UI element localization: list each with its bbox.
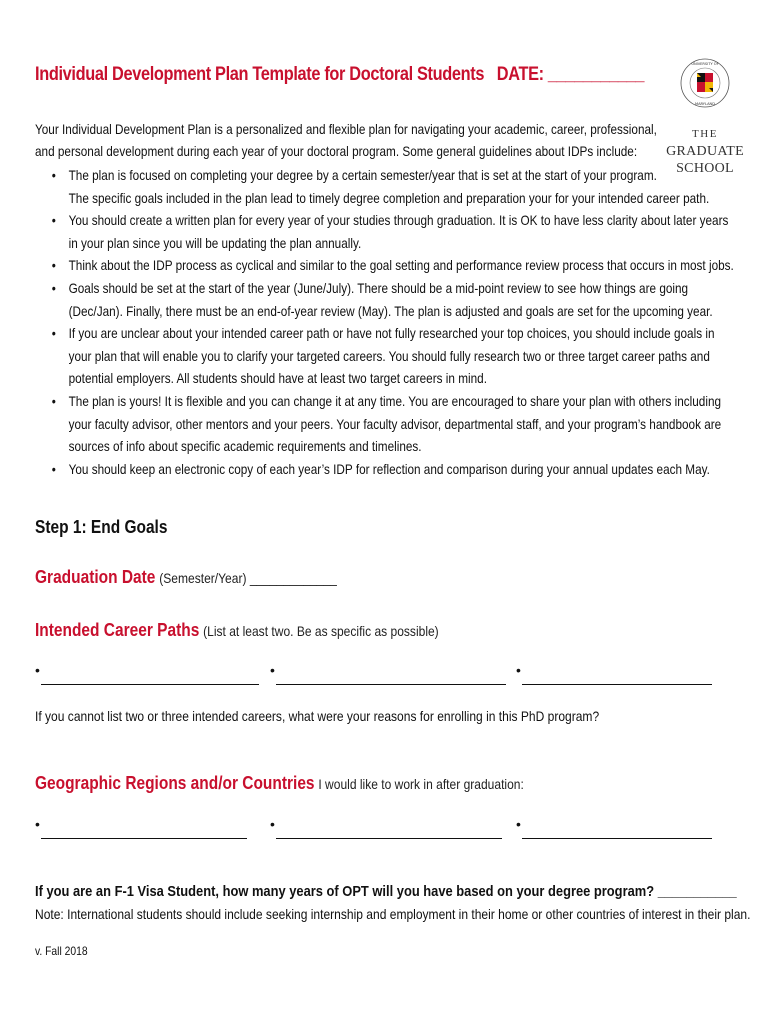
guideline-text-line: You should keep an electronic copy of each year’s IDP for reflection and comparison during your annual updates each May.	[68, 460, 710, 477]
bullet-glyph: •	[51, 257, 56, 274]
guideline-item	[35, 209, 741, 254]
svg-text:UNIVERSITY OF: UNIVERSITY OF	[691, 62, 719, 66]
guideline-item	[35, 390, 741, 458]
guideline-text-line: You should create a written plan for every year of your studies through graduation. It is OK to have less clarity about later years	[68, 212, 729, 229]
regions-note: I would like to work in after graduation:	[318, 776, 524, 792]
guideline-text-line: potential employers. All students should have at least two target careers in mind.	[68, 370, 487, 387]
guideline-text-line: If you are unclear about your intended career path or have not fully researched your top choices, you should include goals in	[68, 325, 715, 342]
date-label: DATE: ___________	[496, 64, 645, 85]
guideline-item	[35, 254, 741, 277]
bullet-glyph: •	[35, 662, 40, 678]
bullet-glyph: •	[51, 325, 56, 342]
university-seal-icon	[680, 58, 730, 108]
bullet-glyph: •	[270, 816, 275, 832]
bullet-glyph: •	[516, 662, 521, 678]
guideline-text-line: in your plan since you will be updating the plan annually.	[68, 234, 362, 251]
career-paths-blanks	[35, 662, 725, 686]
bullet-glyph: •	[51, 460, 56, 477]
guideline-text-line: The plan is yours! It is flexible and you can change it at any time. You are encouraged to share your plan with others including	[68, 392, 722, 409]
intro-paragraph	[35, 118, 657, 162]
bullet-glyph: •	[51, 279, 56, 296]
visa-question[interactable]: If you are an F-1 Visa Student, how many years of OPT will you have based on your degree program? ___________	[35, 883, 737, 900]
logo-line-2: GRADUATE	[666, 144, 744, 159]
logo-line-1: THE	[692, 128, 718, 140]
bullet-glyph: •	[51, 392, 56, 409]
bullet-glyph: •	[35, 816, 40, 832]
guideline-text-line: The plan is focused on completing your degree by a certain semester/year that is set at the start of your program.	[68, 167, 657, 183]
guideline-text-line: your plan that will enable you to clarify your targeted careers. You should fully research two or three target career paths and	[68, 347, 710, 364]
career-path-field-3[interactable]	[522, 666, 712, 685]
region-field-2[interactable]	[276, 820, 502, 839]
guideline-text-line: Goals should be set at the start of the year (June/July). There should be a mid-point review to see how things are going	[68, 279, 689, 296]
version-label: v. Fall 2018	[35, 944, 88, 958]
regions-row	[35, 773, 524, 794]
region-field-1[interactable]	[41, 820, 247, 839]
intro-line-1: Your Individual Development Plan is a personalized and flexible plan for navigating your academic, career, professional,	[35, 121, 657, 137]
regions-label: Geographic Regions and/or Countries	[35, 773, 315, 793]
graduation-date-note[interactable]: (Semester/Year) _____________	[159, 570, 337, 586]
guideline-text-line: (Dec/Jan). Finally, there must be an end-of-year review (May). The plan is adjusted and goals are set for the upcoming year.	[68, 302, 713, 319]
career-paths-note: (List at least two. Be as specific as possible)	[203, 623, 439, 639]
bullet-glyph: •	[516, 816, 521, 832]
visa-note: Note: International students should include seeking internship and employment in their home or other countries of interest in their plan.	[35, 906, 751, 922]
guideline-item	[35, 458, 741, 481]
career-path-field-2[interactable]	[276, 666, 506, 685]
career-paths-row	[35, 620, 439, 641]
guideline-item	[35, 277, 741, 322]
guideline-text-line: Think about the IDP process as cyclical and similar to the goal setting and performance review process that occurs in most jobs.	[68, 257, 734, 274]
guidelines-list	[35, 164, 741, 480]
title-text: Individual Development Plan Template for Doctoral Students	[35, 64, 485, 85]
career-paths-label: Intended Career Paths	[35, 620, 200, 640]
guideline-text-line: sources of info about specific academic requirements and timelines.	[68, 438, 422, 455]
intro-line-2: and personal development during each year of your doctoral program. Some general guidelines about IDPs include:	[35, 143, 638, 159]
guideline-text-line: your faculty advisor, other mentors and your peers. Your faculty advisor, departmental staff, and your program’s handbook are	[68, 415, 722, 432]
regions-blanks	[35, 816, 725, 840]
guideline-item	[35, 322, 741, 390]
page-title	[35, 64, 645, 86]
logo-line-3: SCHOOL	[676, 161, 734, 176]
region-field-3[interactable]	[522, 820, 712, 839]
guideline-text-line: The specific goals included in the plan lead to timely degree completion and preparation your for your intended career path.	[68, 189, 710, 206]
step-1-heading: Step 1: End Goals	[35, 517, 168, 537]
reasons-question: If you cannot list two or three intended careers, what were your reasons for enrolling in this PhD program?	[35, 708, 600, 724]
bullet-glyph: •	[51, 212, 56, 229]
career-path-field-1[interactable]	[41, 666, 259, 685]
bullet-glyph: •	[51, 167, 56, 183]
graduation-date-row	[35, 567, 337, 588]
graduation-date-label: Graduation Date	[35, 567, 156, 587]
svg-text:MARYLAND: MARYLAND	[694, 102, 716, 106]
guideline-item	[35, 164, 741, 209]
bullet-glyph: •	[270, 662, 275, 678]
